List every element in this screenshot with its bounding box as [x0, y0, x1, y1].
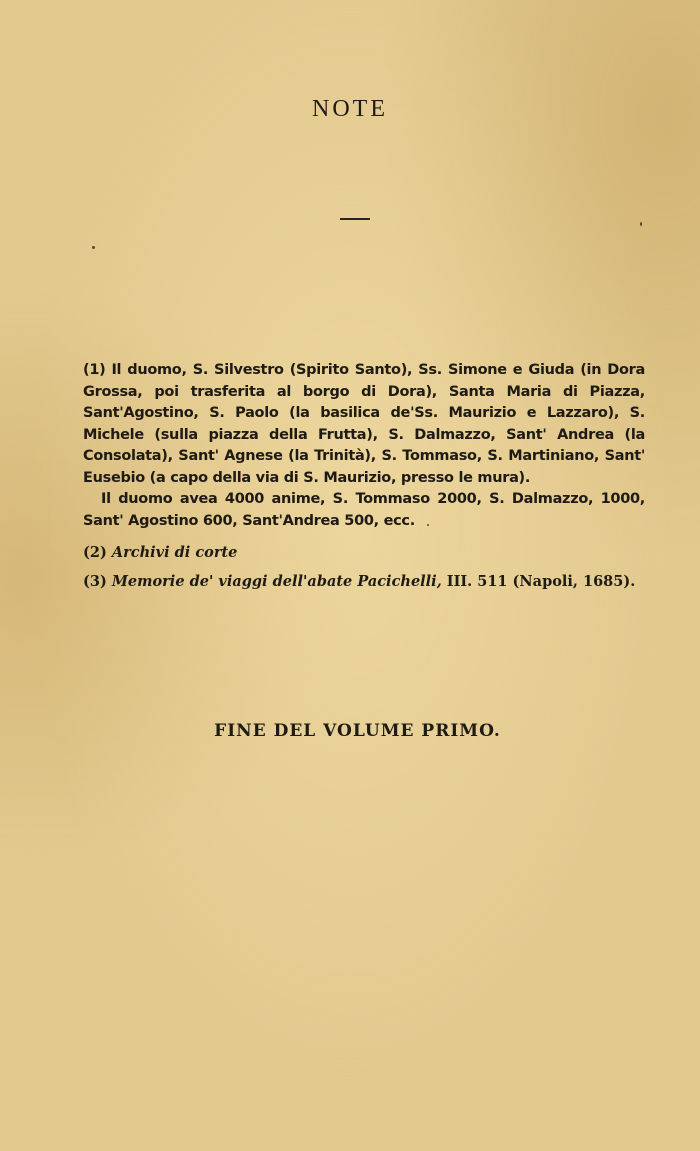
- end-of-volume: FINE DEL VOLUME PRIMO.: [214, 721, 501, 741]
- footnote-2-number: (2): [83, 544, 107, 561]
- footnote-3-number: (3): [83, 573, 107, 590]
- footnote-3-text: III. 511 (Napoli, 1685).: [441, 573, 636, 590]
- footnote-2-text: Archivi di corte: [111, 544, 238, 561]
- speck-mark: [640, 222, 642, 226]
- footnote-1-continuation: Il duomo avea 4000 anime, S. Tommaso 2000, S. Dalmazzo, 1000, Sant' Agostino 600, Sant'Andrea 500, ecc.: [83, 491, 645, 529]
- footnote-block: [83, 360, 645, 532]
- footnote-2: [83, 544, 237, 561]
- speck-mark: [92, 246, 95, 249]
- footnote-3: [83, 573, 635, 590]
- footnote-1: (1) Il duomo, S. Silvestro (Spirito Santo), Ss. Simone e Giuda (in Dora Grossa, poi trasferita al borgo di Dora), Santa Maria di Piazza, Sant'Agostino, S. Paolo (la basilica de'Ss. Maurizio e Lazzaro), S. Michele (sulla piazza della Frutta), S. Dalmazzo, Sant' Andrea (la Consolata), Sant' Agnese (la Trinità), S. Tommaso, S. Martiniano, Sant' Eusebio (a capo della via di S. Maurizio, presso le mura).: [83, 362, 645, 486]
- title-rule: [340, 218, 370, 220]
- footnote-3-italic-text: Memorie de' viaggi dell'abate Pacichelli,: [111, 573, 442, 590]
- page-title: NOTE: [312, 96, 388, 122]
